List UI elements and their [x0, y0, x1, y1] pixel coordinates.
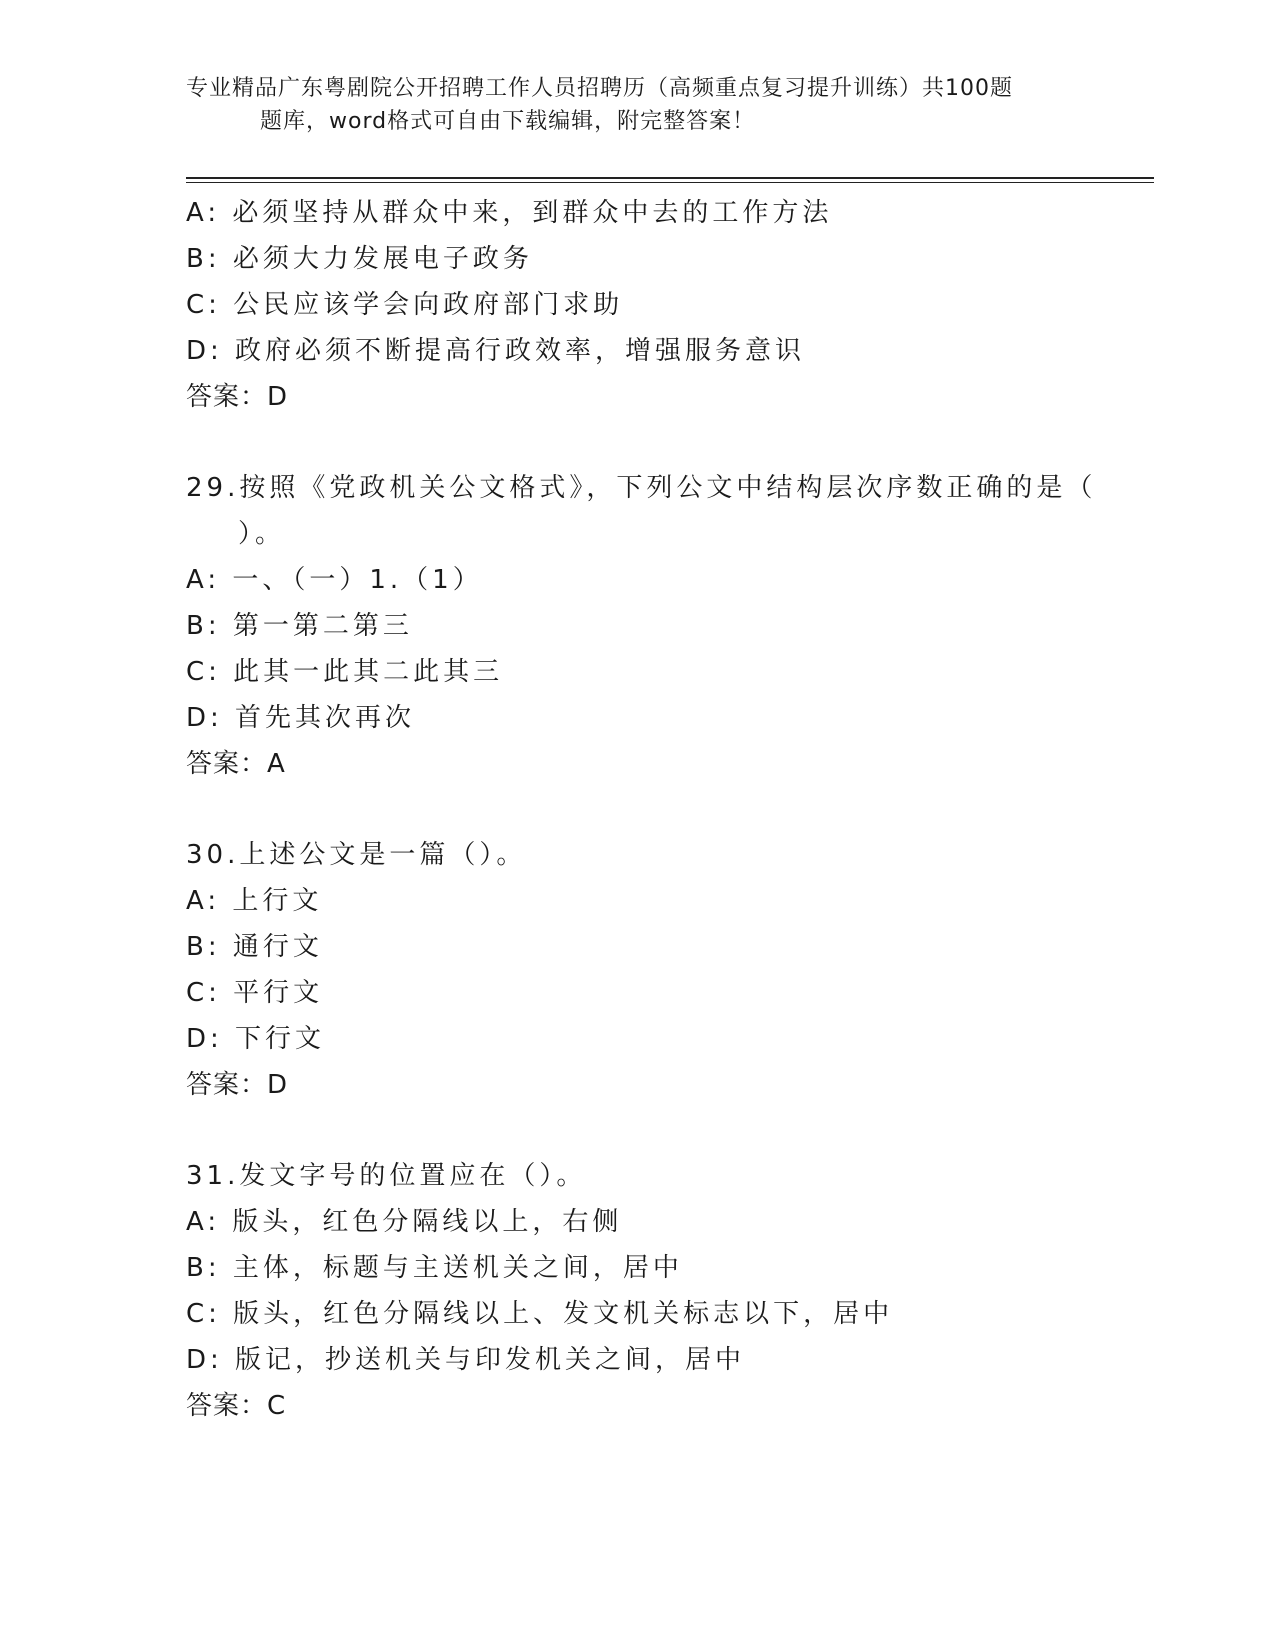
document-header	[186, 72, 1086, 138]
option-b: B: 必须大力发展电子政务	[186, 244, 533, 274]
option-b: B: 通行文	[186, 932, 323, 962]
answer: 答案：D	[186, 1070, 289, 1100]
spacer	[186, 787, 1146, 832]
option-d: D: 版记，抄送机关与印发机关之间，居中	[186, 1345, 746, 1375]
option-c: C: 公民应该学会向政府部门求助	[186, 290, 624, 320]
question-stem-continuation: ）。	[238, 519, 286, 549]
header-title-line1: 专业精品广东粤剧院公开招聘工作人员招聘历（高频重点复习提升训练）共100题	[186, 76, 1013, 101]
option-d: D: 首先其次再次	[186, 703, 416, 733]
header-divider-thin	[186, 182, 1154, 183]
answer: 答案：A	[186, 749, 286, 779]
option-a: A: 一、（一）1.（1）	[186, 565, 483, 595]
option-b: B: 第一第二第三	[186, 611, 413, 641]
header-divider-thick	[186, 177, 1154, 179]
question-31	[186, 1153, 1146, 1429]
answer: 答案：C	[186, 1391, 287, 1421]
question-list	[186, 190, 1146, 1429]
option-c: C: 平行文	[186, 978, 324, 1008]
question-28	[186, 190, 1146, 420]
question-29	[186, 465, 1146, 787]
question-stem: 31.发文字号的位置应在（）。	[186, 1161, 587, 1191]
question-30	[186, 832, 1146, 1108]
spacer	[186, 1108, 1146, 1153]
option-a: A: 上行文	[186, 886, 323, 916]
answer: 答案：D	[186, 382, 289, 412]
option-a: A: 版头，红色分隔线以上，右侧	[186, 1207, 623, 1237]
option-c: C: 此其一此其二此其三	[186, 657, 504, 687]
header-title-line2: 题库，word格式可自由下载编辑，附完整答案！	[260, 109, 756, 134]
option-d: D: 政府必须不断提高行政效率，增强服务意识	[186, 336, 806, 366]
option-d: D: 下行文	[186, 1024, 326, 1054]
option-c: C: 版头，红色分隔线以上、发文机关标志以下，居中	[186, 1299, 894, 1329]
spacer	[186, 420, 1146, 465]
question-stem: 30.上述公文是一篇（）。	[186, 840, 527, 870]
option-b: B: 主体，标题与主送机关之间，居中	[186, 1253, 683, 1283]
question-stem: 29.按照《党政机关公文格式》，下列公文中结构层次序数正确的是（	[186, 473, 1097, 503]
option-a: A: 必须坚持从群众中来，到群众中去的工作方法	[186, 198, 833, 228]
